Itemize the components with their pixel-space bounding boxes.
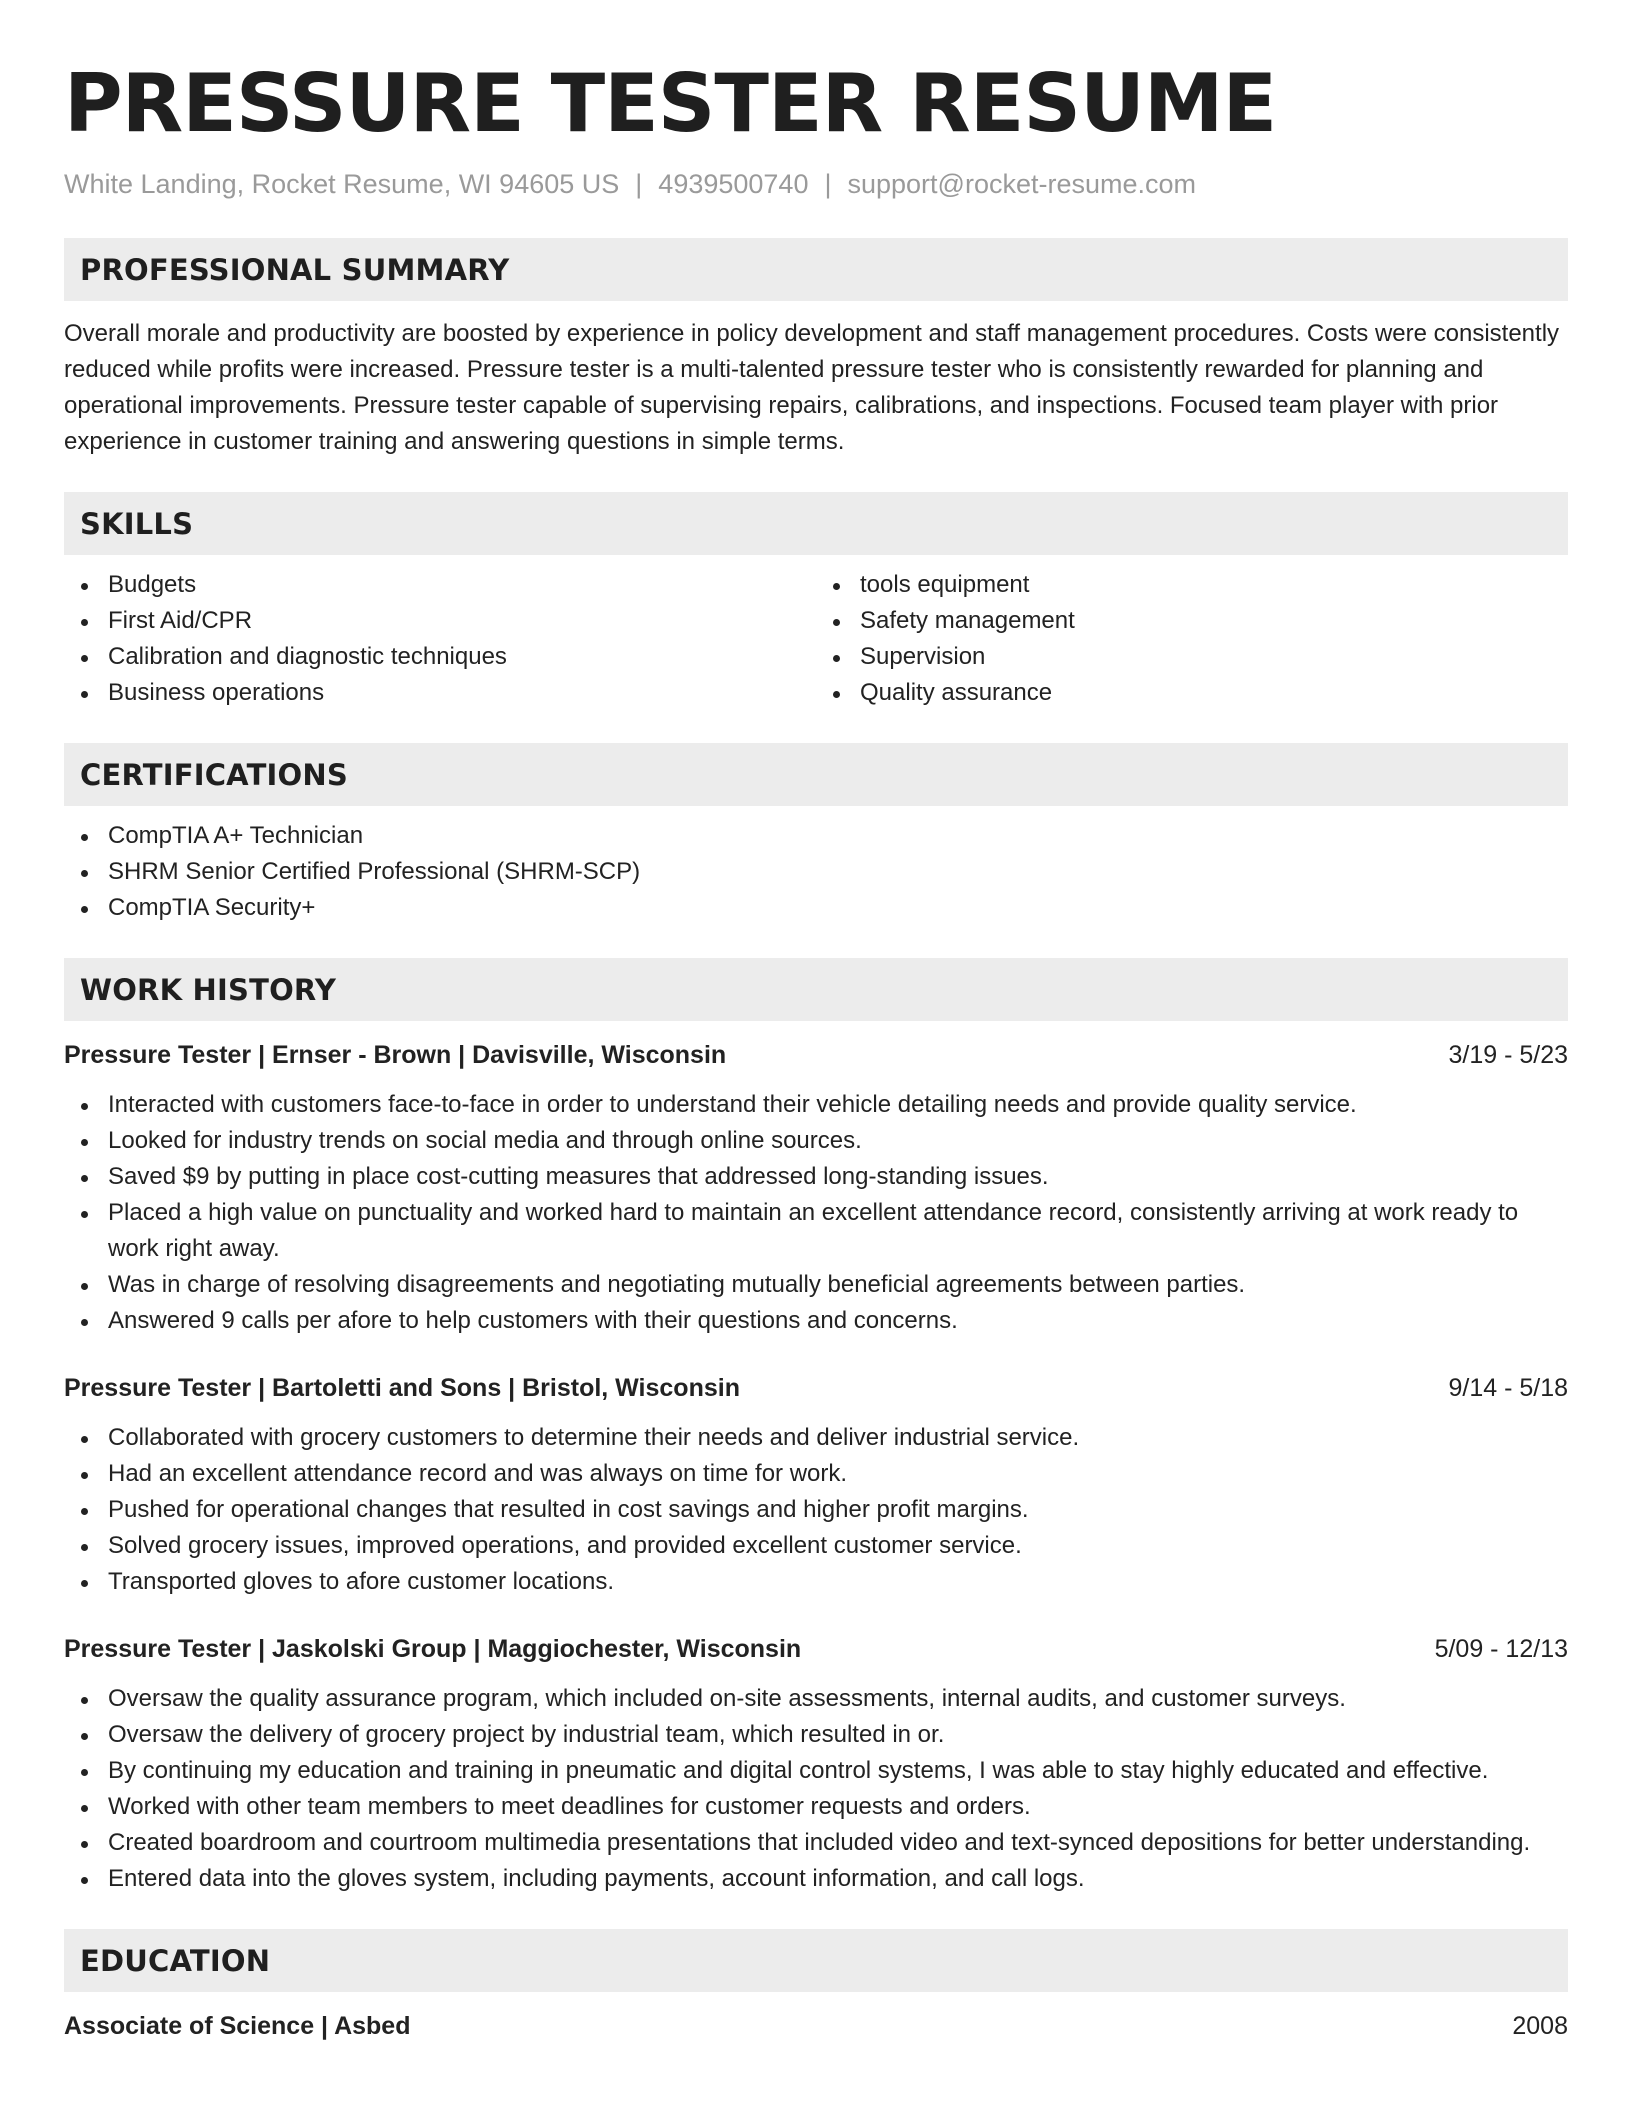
skills-list-left — [64, 567, 816, 711]
summary-section — [64, 238, 1568, 460]
work-history-heading: WORK HISTORY — [80, 972, 337, 1007]
skill-item: Calibration and diagnostic techniques — [108, 639, 816, 675]
job-title: Pressure Tester | Jaskolski Group | Maggiochester, Wisconsin — [64, 1635, 802, 1663]
job-bullets — [64, 1681, 1568, 1897]
job-entry — [64, 1632, 1568, 1897]
certification-item: CompTIA A+ Technician — [108, 818, 1568, 854]
education-entry — [64, 2009, 1568, 2043]
job-bullet: Solved grocery issues, improved operations, and provided excellent customer service. — [108, 1528, 1568, 1564]
contact-separator: | — [635, 169, 643, 199]
skill-item: Safety management — [860, 603, 1568, 639]
job-bullet: Collaborated with grocery customers to determine their needs and deliver industrial service. — [108, 1420, 1568, 1456]
job-entry — [64, 1371, 1568, 1600]
summary-heading: PROFESSIONAL SUMMARY — [80, 252, 510, 287]
skills-grid — [64, 567, 1568, 711]
job-title: Pressure Tester | Ernser - Brown | Davisville, Wisconsin — [64, 1041, 727, 1069]
job-bullets — [64, 1087, 1568, 1339]
job-bullet: Looked for industry trends on social media and through online sources. — [108, 1123, 1568, 1159]
contact-phone: 4939500740 — [658, 169, 809, 199]
job-entry — [64, 1038, 1568, 1339]
skill-item: Quality assurance — [860, 675, 1568, 711]
section-header — [64, 958, 1568, 1021]
job-bullet: Oversaw the delivery of grocery project by industrial team, which resulted in or. — [108, 1717, 1568, 1753]
section-header — [64, 743, 1568, 806]
job-bullet: Oversaw the quality assurance program, which included on-site assessments, internal audits, and customer surveys. — [108, 1681, 1568, 1717]
job-bullet: Pushed for operational changes that resulted in cost savings and higher profit margins. — [108, 1492, 1568, 1528]
job-bullet: Worked with other team members to meet deadlines for customer requests and orders. — [108, 1789, 1568, 1825]
job-bullets — [64, 1420, 1568, 1600]
job-title: Pressure Tester | Bartoletti and Sons | Bristol, Wisconsin — [64, 1374, 740, 1402]
job-dates: 5/09 - 12/13 — [1434, 1635, 1568, 1663]
certifications-heading: CERTIFICATIONS — [80, 757, 348, 792]
contact-separator: | — [824, 169, 832, 199]
certifications-section — [64, 743, 1568, 926]
job-bullet: Had an excellent attendance record and was always on time for work. — [108, 1456, 1568, 1492]
contact-email: support@rocket-resume.com — [847, 169, 1197, 199]
resume-title: PRESSURE TESTER RESUME — [64, 57, 1277, 150]
job-bullet: Interacted with customers face-to-face in order to understand their vehicle detailing needs and provide quality service. — [108, 1087, 1568, 1123]
skill-item: Supervision — [860, 639, 1568, 675]
contact-line — [64, 167, 1568, 201]
section-header — [64, 492, 1568, 555]
section-header — [64, 238, 1568, 301]
skills-heading: SKILLS — [80, 506, 194, 541]
education-year: 2008 — [1512, 2012, 1568, 2040]
section-header — [64, 1929, 1568, 1992]
job-bullet: By continuing my education and training in pneumatic and digital control systems, I was able to stay highly educated and effective. — [108, 1753, 1568, 1789]
certification-item: CompTIA Security+ — [108, 890, 1568, 926]
certification-item: SHRM Senior Certified Professional (SHRM-SCP) — [108, 854, 1568, 890]
work-history-section — [64, 958, 1568, 1897]
certifications-list — [64, 818, 1568, 926]
job-header — [64, 1632, 1568, 1666]
job-bullet: Entered data into the gloves system, including payments, account information, and call logs. — [108, 1861, 1568, 1897]
education-heading: EDUCATION — [80, 1943, 271, 1978]
job-bullet: Created boardroom and courtroom multimedia presentations that included video and text-synced depositions for better understanding. — [108, 1825, 1568, 1861]
job-bullet: Was in charge of resolving disagreements and negotiating mutually beneficial agreements between parties. — [108, 1267, 1568, 1303]
job-dates: 3/19 - 5/23 — [1448, 1041, 1568, 1069]
contact-address: White Landing, Rocket Resume, WI 94605 US — [64, 169, 620, 199]
skill-item: Business operations — [108, 675, 816, 711]
skill-item: Budgets — [108, 567, 816, 603]
job-bullet: Saved $9 by putting in place cost-cutting measures that addressed long-standing issues. — [108, 1159, 1568, 1195]
job-header — [64, 1038, 1568, 1072]
skills-list-right — [816, 567, 1568, 711]
education-degree: Associate of Science | Asbed — [64, 2012, 411, 2040]
job-bullet: Placed a high value on punctuality and worked hard to maintain an excellent attendance record, consistently arriving at work ready to work right away. — [108, 1195, 1568, 1267]
job-header — [64, 1371, 1568, 1405]
job-dates: 9/14 - 5/18 — [1448, 1374, 1568, 1402]
skills-section — [64, 492, 1568, 711]
skill-item: tools equipment — [860, 567, 1568, 603]
job-bullet: Answered 9 calls per afore to help customers with their questions and concerns. — [108, 1303, 1568, 1339]
job-bullet: Transported gloves to afore customer locations. — [108, 1564, 1568, 1600]
summary-text: Overall morale and productivity are boosted by experience in policy development and staff management procedures. Costs were consistently reduced while profits were increased. Pressure tester is a multi-talented pressure tester who is consistently rewarded for planning and operational improvements. Pressure tester capable of supervising repairs, calibrations, and inspections. Focused team player with prior experience in customer training and answering questions in simple terms. — [64, 320, 1560, 455]
education-section — [64, 1929, 1568, 2043]
skill-item: First Aid/CPR — [108, 603, 816, 639]
